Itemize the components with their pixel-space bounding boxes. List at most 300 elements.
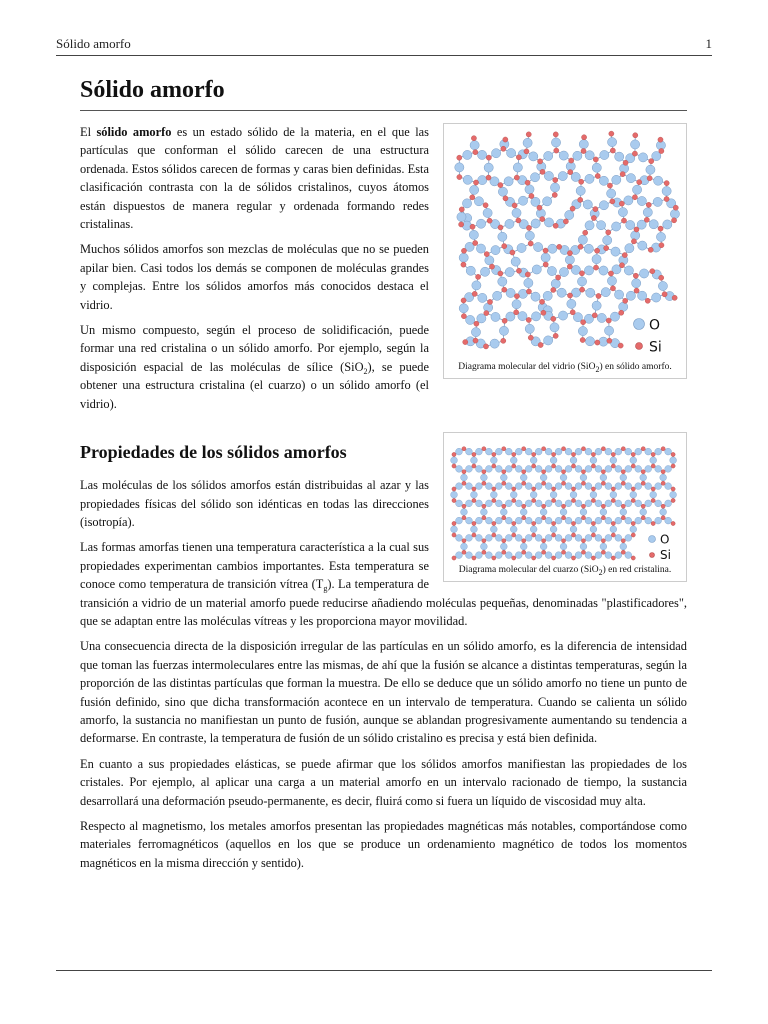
silicon-atom [459, 207, 464, 212]
silicon-atom [486, 175, 491, 180]
silicon-atom [452, 452, 456, 456]
oxygen-atom [571, 265, 580, 274]
oxygen-atom [512, 208, 521, 217]
silicon-atom [607, 338, 612, 343]
silicon-atom [569, 158, 574, 163]
silicon-atom [581, 148, 586, 153]
oxygen-atom [545, 466, 552, 473]
oxygen-atom [515, 535, 522, 542]
oxygen-atom [565, 255, 574, 264]
silicon-atom [621, 504, 625, 508]
silicon-atom [571, 521, 575, 525]
oxygen-atom [510, 457, 517, 464]
silicon-atom [619, 201, 624, 206]
silicon-atom [571, 487, 575, 491]
oxygen-atom [545, 448, 552, 455]
oxygen-atom [565, 500, 572, 507]
silicon-atom [661, 504, 665, 508]
silicon-atom [510, 250, 515, 255]
silicon-atom [581, 481, 585, 485]
silicon-atom [482, 516, 486, 520]
silicon-atom [503, 196, 508, 201]
oxygen-atom [457, 212, 466, 221]
silicon-atom [542, 550, 546, 554]
oxygen-atom [665, 500, 672, 507]
oxygen-atom [510, 491, 517, 498]
silicon-atom [661, 447, 665, 451]
oxygen-atom [525, 466, 532, 473]
silicon-atom [502, 447, 506, 451]
oxygen-atom [665, 483, 672, 490]
oxygen-atom [607, 276, 616, 285]
oxygen-atom [485, 517, 492, 524]
oxygen-atom [625, 483, 632, 490]
silicon-atom [664, 181, 669, 186]
silicon-atom [591, 498, 595, 502]
silicon-atom [525, 180, 530, 185]
oxygen-atom [638, 153, 647, 162]
silicon-atom [551, 464, 555, 468]
silicon-atom [671, 452, 675, 456]
silicon-atom [502, 318, 507, 323]
silicon-atom [659, 243, 664, 248]
silicon-atom [452, 521, 456, 525]
oxygen-atom [599, 337, 608, 346]
running-header [56, 34, 712, 52]
oxygen-atom [535, 483, 542, 490]
silicon-atom [591, 487, 595, 491]
oxygen-atom [525, 535, 532, 542]
silicon-atom [581, 320, 586, 325]
oxygen-atom [575, 535, 582, 542]
oxygen-atom [573, 151, 582, 160]
oxygen-atom [649, 220, 658, 229]
page-number: 1 [705, 36, 712, 51]
oxygen-atom [637, 196, 646, 205]
oxygen-atom [584, 244, 593, 253]
silicon-atom [452, 498, 456, 502]
oxygen-atom [663, 220, 672, 229]
oxygen-atom [610, 526, 617, 533]
oxygen-atom [601, 288, 610, 297]
oxygen-atom [625, 244, 634, 253]
silicon-atom [561, 447, 565, 451]
oxygen-atom [540, 509, 547, 516]
oxygen-atom [624, 266, 633, 275]
oxygen-atom [653, 197, 662, 206]
silicon-atom [662, 292, 667, 297]
silicon-atom [673, 205, 678, 210]
oxygen-atom [555, 500, 562, 507]
oxygen-atom [640, 474, 647, 481]
silicon-atom [633, 133, 638, 138]
oxygen-atom [471, 328, 480, 337]
silicon-atom [502, 516, 506, 520]
silicon-atom [611, 498, 615, 502]
text-run: Un mismo compuesto, según el proceso de solidificación, puede formar una red cristalina o un sólido amorfo. Por ejemplo, según la disposición espacial de las moléculas de sílice (SiO [80, 323, 429, 374]
oxygen-atom [466, 517, 473, 524]
silicon-atom [571, 556, 575, 560]
oxygen-atom [635, 483, 642, 490]
oxygen-atom [471, 491, 478, 498]
oxygen-atom [459, 304, 468, 313]
legend-oxygen-icon [634, 319, 645, 330]
silicon-atom [532, 533, 536, 537]
section-paragraph-5: Respecto al magnetismo, los metales amorfos presentan las propiedades magnéticas más notables, comportándose como materiales ferromagnéticos (aquellos en los que se produce un ordenamiento magnético de todos los momentos magnéticos en la misma dirección y sentido). [80, 819, 687, 870]
silicon-atom [651, 498, 655, 502]
silicon-atom [611, 452, 615, 456]
caption-subscript: 2 [595, 365, 600, 374]
oxygen-atom [662, 186, 671, 195]
silicon-atom [631, 452, 635, 456]
oxygen-atom [578, 326, 587, 335]
oxygen-atom [518, 289, 527, 298]
silicon-atom [567, 251, 572, 256]
oxygen-atom [498, 232, 507, 241]
silicon-atom [591, 533, 595, 537]
silicon-atom [551, 521, 555, 525]
oxygen-atom [518, 312, 527, 321]
oxygen-atom [570, 491, 577, 498]
silicon-atom [457, 174, 462, 179]
oxygen-atom [510, 526, 517, 533]
silicon-atom [623, 160, 628, 165]
oxygen-atom [585, 174, 594, 183]
oxygen-atom [670, 457, 677, 464]
oxygen-atom [471, 457, 478, 464]
oxygen-atom [531, 292, 540, 301]
oxygen-atom [451, 491, 458, 498]
oxygen-atom [545, 500, 552, 507]
oxygen-atom [495, 535, 502, 542]
oxygen-atom [536, 209, 545, 218]
silicon-atom [516, 268, 521, 273]
oxygen-atom [525, 500, 532, 507]
silicon-atom [472, 533, 476, 537]
silicon-atom [532, 556, 536, 560]
quartz-atoms [451, 447, 677, 560]
silicon-atom [462, 470, 466, 474]
oxygen-atom [544, 218, 553, 227]
oxygen-atom [531, 219, 540, 228]
oxygen-atom [540, 474, 547, 481]
silicon-atom [611, 521, 615, 525]
silicon-atom [554, 148, 559, 153]
silicon-atom [473, 240, 478, 245]
oxygen-atom [595, 552, 602, 559]
oxygen-atom [585, 535, 592, 542]
silicon-atom [538, 342, 543, 347]
oxygen-atom [466, 552, 473, 559]
oxygen-atom [543, 197, 552, 206]
oxygen-atom [620, 543, 627, 550]
silicon-atom [631, 464, 635, 468]
oxygen-atom [456, 535, 463, 542]
oxygen-atom [505, 219, 514, 228]
quartz-legend [649, 533, 671, 562]
section-heading: Propiedades de los sólidos amorfos [80, 442, 347, 463]
oxygen-atom [599, 176, 608, 185]
oxygen-atom [625, 448, 632, 455]
silicon-atom [570, 310, 575, 315]
silicon-atom [659, 275, 664, 280]
silicon-atom [522, 516, 526, 520]
oxygen-atom [550, 491, 557, 498]
oxygen-atom [619, 302, 628, 311]
oxygen-atom [645, 517, 652, 524]
silicon-atom [641, 447, 645, 451]
silicon-atom [543, 248, 548, 253]
oxygen-atom [451, 457, 458, 464]
oxygen-atom [544, 151, 553, 160]
silicon-atom [482, 481, 486, 485]
silicon-atom [552, 192, 557, 197]
oxygen-atom [625, 552, 632, 559]
figure-glass-caption [452, 360, 678, 374]
silicon-atom [661, 516, 665, 520]
oxygen-atom [585, 151, 594, 160]
article-body [80, 74, 687, 879]
oxygen-atom [456, 500, 463, 507]
silicon-atom [553, 177, 558, 182]
oxygen-atom [665, 517, 672, 524]
silicon-atom [542, 516, 546, 520]
oxygen-atom [498, 277, 507, 286]
silicon-atom [483, 203, 488, 208]
oxygen-atom [570, 526, 577, 533]
silicon-atom [457, 155, 462, 160]
oxygen-atom [525, 448, 532, 455]
silicon-atom [474, 321, 479, 326]
oxygen-atom [560, 509, 567, 516]
silicon-atom [601, 504, 605, 508]
oxygen-atom [495, 483, 502, 490]
silicon-atom [641, 504, 645, 508]
silicon-atom [524, 149, 529, 154]
silicon-atom [526, 225, 531, 230]
oxygen-atom [615, 483, 622, 490]
oxygen-atom [555, 448, 562, 455]
oxygen-atom [645, 466, 652, 473]
silicon-atom [502, 481, 506, 485]
oxygen-atom [555, 483, 562, 490]
oxygen-atom [547, 266, 556, 275]
oxygen-atom [480, 474, 487, 481]
oxygen-atom [495, 466, 502, 473]
oxygen-atom [645, 500, 652, 507]
silicon-atom [610, 286, 615, 291]
silicon-atom [473, 150, 478, 155]
silicon-atom [601, 470, 605, 474]
legend-oxygen-label: O [660, 532, 670, 547]
silicon-atom [553, 223, 558, 228]
silicon-atom [671, 218, 676, 223]
oxygen-atom [565, 535, 572, 542]
silicon-atom [482, 447, 486, 451]
silicon-atom [621, 470, 625, 474]
silicon-atom [540, 169, 545, 174]
oxygen-atom [656, 232, 665, 241]
oxygen-atom [590, 491, 597, 498]
oxygen-atom [585, 552, 592, 559]
quartz-molecular-diagram [448, 435, 682, 561]
properties-section [80, 440, 687, 872]
oxygen-atom [605, 483, 612, 490]
oxygen-atom [463, 175, 472, 184]
silicon-atom [522, 447, 526, 451]
oxygen-atom [504, 177, 513, 186]
silicon-atom [501, 146, 506, 151]
oxygen-atom [506, 288, 515, 297]
text-run: es un estado sólido de la materia, en el que las partículas que conforman el sólido carecen de una estructura ordenada. Estos sólidos carecen de formas y caras bien definidas. Esta clasificación contrasta con la de sólidos cristalinos, cuyos átomos están dispuestos de manera regular y ordenada formando redes cristalinas. [80, 125, 430, 232]
silicon-atom [619, 263, 624, 268]
silicon-atom [593, 157, 598, 162]
oxygen-atom [525, 324, 534, 333]
silicon-atom [611, 556, 615, 560]
silicon-atom [541, 310, 546, 315]
silicon-atom [631, 498, 635, 502]
intro-paragraph-2: Muchos sólidos amorfos son mezclas de moléculas que no se pueden apilar bien. Casi todos los demás se componen de moléculas grandes y complejas. Entre los sólidos amorfos más conocidos destaca el vidrio. [80, 242, 429, 312]
silicon-atom [522, 550, 526, 554]
oxygen-atom [575, 483, 582, 490]
silicon-atom [452, 533, 456, 537]
oxygen-atom [550, 183, 559, 192]
oxygen-atom [559, 151, 568, 160]
silicon-atom [556, 275, 561, 280]
silicon-atom [526, 289, 531, 294]
silicon-atom [593, 265, 598, 270]
oxygen-atom [624, 196, 633, 205]
silicon-atom [570, 206, 575, 211]
oxygen-atom [535, 448, 542, 455]
silicon-atom [551, 533, 555, 537]
silicon-atom [514, 294, 519, 299]
silicon-atom [472, 521, 476, 525]
oxygen-atom [590, 526, 597, 533]
silicon-atom [591, 556, 595, 560]
oxygen-atom [530, 526, 537, 533]
oxygen-atom [545, 517, 552, 524]
silicon-atom [502, 550, 506, 554]
oxygen-atom [655, 448, 662, 455]
silicon-atom [606, 318, 611, 323]
oxygen-atom [550, 526, 557, 533]
oxygen-atom [555, 466, 562, 473]
silicon-atom [561, 481, 565, 485]
oxygen-atom [505, 268, 514, 277]
silicon-atom [567, 264, 572, 269]
silicon-atom [462, 516, 466, 520]
silicon-atom [538, 159, 543, 164]
oxygen-atom [472, 281, 481, 290]
oxygen-atom [505, 483, 512, 490]
silicon-atom [522, 539, 526, 543]
oxygen-atom [565, 483, 572, 490]
oxygen-atom [595, 448, 602, 455]
oxygen-atom [476, 219, 485, 228]
oxygen-atom [630, 140, 639, 149]
silicon-atom [539, 299, 544, 304]
silicon-atom [532, 452, 536, 456]
silicon-atom [462, 539, 466, 543]
silicon-atom [646, 202, 651, 207]
oxygen-atom [524, 278, 533, 287]
oxygen-atom [475, 500, 482, 507]
silicon-atom [578, 197, 583, 202]
silicon-atom [542, 504, 546, 508]
glass-legend [634, 318, 662, 356]
silicon-atom [551, 452, 555, 456]
oxygen-atom [652, 293, 661, 302]
oxygen-atom [585, 500, 592, 507]
silicon-atom [532, 487, 536, 491]
silicon-atom [596, 293, 601, 298]
oxygen-atom [645, 448, 652, 455]
oxygen-atom [544, 171, 553, 180]
silicon-atom [462, 550, 466, 554]
oxygen-atom [525, 517, 532, 524]
oxygen-atom [565, 448, 572, 455]
silicon-atom [637, 180, 642, 185]
oxygen-atom [597, 313, 606, 322]
silicon-atom [501, 338, 506, 343]
oxygen-atom [493, 291, 502, 300]
oxygen-atom [550, 457, 557, 464]
oxygen-atom [579, 140, 588, 149]
silicon-atom [502, 504, 506, 508]
oxygen-atom [626, 220, 635, 229]
oxygen-atom [615, 500, 622, 507]
oxygen-atom [612, 222, 621, 231]
oxygen-atom [466, 315, 475, 324]
oxygen-atom [585, 337, 594, 346]
oxygen-atom [635, 466, 642, 473]
oxygen-atom [523, 138, 532, 147]
oxygen-atom [518, 196, 527, 205]
oxygen-atom [544, 336, 553, 345]
oxygen-atom [513, 163, 522, 172]
oxygen-atom [635, 500, 642, 507]
oxygen-atom [505, 517, 512, 524]
silicon-atom [482, 470, 486, 474]
oxygen-atom [610, 312, 619, 321]
silicon-atom [634, 227, 639, 232]
oxygen-atom [485, 256, 494, 265]
caption-text: Diagrama molecular del cuarzo (SiO [458, 565, 599, 576]
oxygen-atom [577, 277, 586, 286]
oxygen-atom [665, 466, 672, 473]
oxygen-atom [476, 244, 485, 253]
oxygen-atom [565, 210, 574, 219]
oxygen-atom [512, 300, 521, 309]
silicon-atom [606, 230, 611, 235]
silicon-atom [651, 464, 655, 468]
oxygen-atom [610, 457, 617, 464]
silicon-atom [551, 556, 555, 560]
silicon-atom [492, 556, 496, 560]
oxygen-atom [630, 526, 637, 533]
silicon-atom [461, 262, 466, 267]
oxygen-atom [511, 257, 520, 266]
oxygen-atom [475, 552, 482, 559]
oxygen-atom [525, 231, 534, 240]
oxygen-atom [517, 243, 526, 252]
oxygen-atom [477, 150, 486, 159]
oxygen-atom [550, 323, 559, 332]
silicon-atom [671, 498, 675, 502]
oxygen-atom [455, 163, 464, 172]
silicon-atom [601, 516, 605, 520]
